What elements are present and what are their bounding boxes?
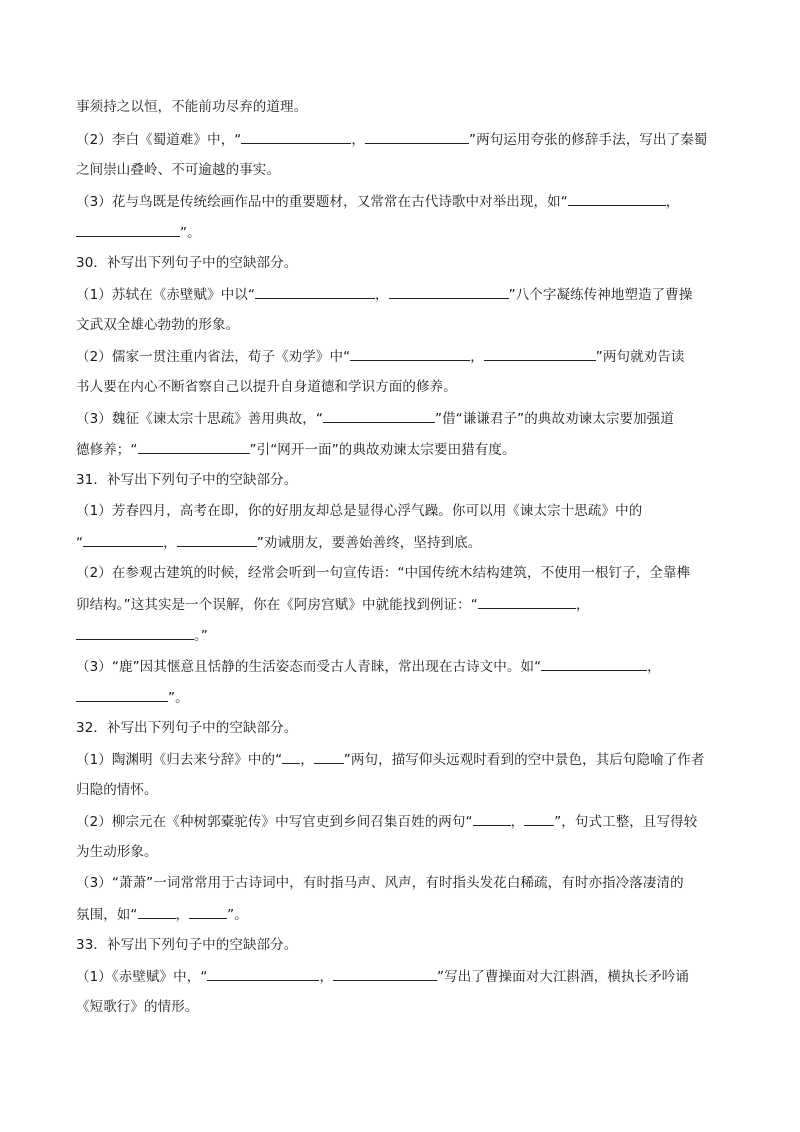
question-heading-32: 32．补写出下列句子中的空缺部分。 bbox=[76, 720, 298, 736]
text-line: 事须持之以恒，不能前功尽弃的道理。 bbox=[76, 99, 308, 115]
question-30-1: （1）苏轼在《赤壁赋》中以“ ， ”八个字凝练传神地塑造了曹操 bbox=[76, 284, 726, 305]
answer-blank[interactable] bbox=[478, 594, 576, 609]
answer-blank[interactable] bbox=[568, 191, 666, 206]
answer-blank[interactable] bbox=[389, 284, 509, 299]
question-32-1: （1）陶渊明《归去来兮辞》中的“ ， ”两句，描写仰头远观时看到的空中景色，其后句隐喻了作者 bbox=[76, 749, 726, 770]
text-line: 文武双全雄心勃勃的形象。 bbox=[76, 317, 240, 333]
question-33-1: （1）《赤壁赋》中，“ ， ”写出了曹操面对大江斟酒，横执长矛吟诵 bbox=[76, 966, 726, 987]
answer-blank[interactable] bbox=[241, 129, 351, 144]
answer-blank[interactable] bbox=[541, 656, 647, 671]
question-31-1: （1）芳春四月，高考在即，你的好朋友却总是显得心浮气躁。你可以用《谏太宗十思疏》中的 bbox=[76, 503, 643, 519]
answer-blank[interactable] bbox=[282, 749, 300, 764]
question-29-3: （3）花与鸟既是传统绘画作品中的重要题材，又常常在古代诗歌中对举出现，如“ ， bbox=[76, 191, 726, 212]
answer-blank[interactable] bbox=[365, 129, 469, 144]
text-line: 氛围，如“ ， ”。 bbox=[76, 904, 726, 925]
text-line: 书人要在内心不断省察自己以提升自身道德和学识方面的修养。 bbox=[76, 379, 457, 395]
question-32-3: （3）“萧萧”一词常常用于古诗词中，有时指马声、风声，有时指头发花白稀疏，有时亦指冷落凄清的 bbox=[76, 875, 684, 891]
answer-blank[interactable] bbox=[255, 284, 375, 299]
text-line: ”。 bbox=[76, 222, 726, 243]
answer-blank[interactable] bbox=[138, 904, 176, 919]
question-31-3: （3）“鹿”因其惬意且恬静的生活姿态而受古人青睐，常出现在古诗文中。如“ ， bbox=[76, 656, 726, 677]
answer-blank[interactable] bbox=[207, 966, 319, 981]
answer-blank[interactable] bbox=[76, 687, 168, 702]
answer-blank[interactable] bbox=[138, 439, 250, 454]
text-line: 。” bbox=[76, 625, 726, 646]
answer-blank[interactable] bbox=[177, 532, 257, 547]
answer-blank[interactable] bbox=[189, 904, 227, 919]
answer-blank[interactable] bbox=[484, 346, 596, 361]
answer-blank[interactable] bbox=[350, 346, 470, 361]
question-32-2: （2）柳宗元在《种树郭橐驼传》中写官吏到乡间召集百姓的两句“ ， ”，句式工整，且写得较 bbox=[76, 811, 726, 832]
answer-blank[interactable] bbox=[323, 408, 435, 423]
question-heading-30: 30．补写出下列句子中的空缺部分。 bbox=[76, 255, 298, 271]
text-line: “ ， ”劝诫朋友，要善始善终，坚持到底。 bbox=[76, 532, 726, 553]
answer-blank[interactable] bbox=[524, 811, 554, 826]
question-29-2: （2）李白《蜀道难》中，“ ， ”两句运用夸张的修辞手法，写出了秦蜀 bbox=[76, 129, 726, 150]
answer-blank[interactable] bbox=[76, 222, 180, 237]
text-line: 为生动形象。 bbox=[76, 844, 158, 860]
text-line: 之间崇山叠岭、不可逾越的事实。 bbox=[76, 162, 280, 178]
text-line: 《短歌行》的情形。 bbox=[76, 999, 199, 1015]
text-line: 卯结构。”这其实是一个误解，你在《阿房宫赋》中就能找到例证：“ ， bbox=[76, 594, 726, 615]
answer-blank[interactable] bbox=[76, 625, 194, 640]
text-line: 归隐的情怀。 bbox=[76, 782, 158, 798]
answer-blank[interactable] bbox=[333, 966, 437, 981]
question-31-2: （2）在参观古建筑的时候，经常会听到一句宣传语：“中国传统木结构建筑，不使用一根钉子，全靠榫 bbox=[76, 565, 691, 581]
question-heading-31: 31．补写出下列句子中的空缺部分。 bbox=[76, 472, 298, 488]
question-heading-33: 33．补写出下列句子中的空缺部分。 bbox=[76, 937, 298, 953]
answer-blank[interactable] bbox=[473, 811, 511, 826]
question-30-3: （3）魏征《谏太宗十思疏》善用典故，“ ”借“谦谦君子”的典故劝谏太宗要加强道 bbox=[76, 408, 726, 429]
question-30-2: （2）儒家一贯注重内省法，荀子《劝学》中“ ， ”两句就劝告读 bbox=[76, 346, 726, 367]
answer-blank[interactable] bbox=[83, 532, 163, 547]
text-line: ”。 bbox=[76, 687, 726, 708]
answer-blank[interactable] bbox=[314, 749, 344, 764]
text-line: 德修养；“ ”引“网开一面”的典故劝谏太宗要田猎有度。 bbox=[76, 439, 726, 460]
